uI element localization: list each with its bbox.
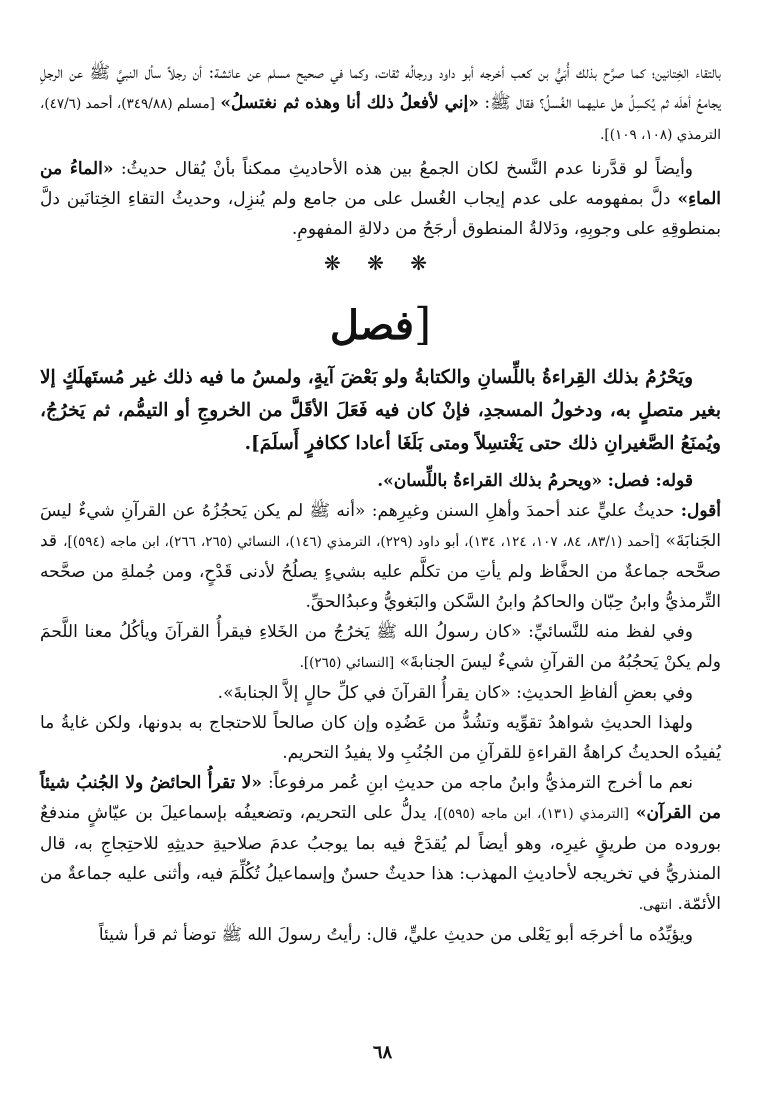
hadith-quote: «كان يقرأُ القرآنَ في كلِّ حالٍ إلاَّ الجنابةَ». xyxy=(217,683,511,703)
citation: [مسلم (٣٤٩/٨٨)، أحمد (٤٧/٦)، الترمذي (١٠٨، ١٠٩)]. xyxy=(40,96,721,143)
text: نعم ما أخرج الترمذيُّ وابنُ ماجه من حديثِ ابنِ عُمر مرفوعاً: xyxy=(267,773,694,793)
citation: [أحمد (٨٣/١، ٨٤، ١٠٧، ١٢٤، ١٣٤)، أبو داود (٢٢٩)، الترمذي (١٤٦)، النسائي (٢٦٥، ٢٦٦)، ابن ماجه (٥٩٤)]، xyxy=(63,534,660,550)
paragraph-abuyala: ويؤيِّدُه ما أخرجَه أبو يَعْلى من حديثِ عليٍّ، قال: رأيتُ رسولَ الله ﷺ توضأ ثم قرأ شيئاً xyxy=(98,925,693,945)
section-divider-ornament: ❋ ❋ ❋ xyxy=(324,251,437,275)
paragraph-iltiqa xyxy=(40,58,721,150)
text: حديثُ عليٍّ عند أحمدَ وأهلِ السنن وغيرِهم: xyxy=(371,501,675,521)
text: وفي لفظ منه للنَّسائيِّ: xyxy=(528,622,693,642)
citation: [النسائي (٢٦٥)]. xyxy=(299,655,395,671)
paragraph-aqulu xyxy=(40,496,721,617)
section-heading xyxy=(40,298,721,353)
hadith-quote: «الماءُ من الماءِ» xyxy=(40,159,721,209)
text: قد صحَّحه جماعةٌ من الحفَّاظ ولم يأتِ من تكلَّم عليه بشيءٍ يصلُحُ لأدنى قَدْحٍ، ومن جُملةِ من صحَّحه التِّرمذيُّ وابنُ حِبّان والحاكمُ وابنُ السَّكن والبَغويُّ وعبدُالحقِّ. xyxy=(40,531,721,612)
paragraph-naskh xyxy=(40,154,721,244)
text: يدلُّ على التحريم، وتضعيفُه بإسماعيلَ بن عيّاشٍ مندفعٌ بوروده من طريقٍ غيرِه، وهو أيضاً لم يُقدَحْ فيه بما يوجبُ عدمَ صلاحيةِ حديثِهِ للاحتِجاجِ به، قال المنذريُّ في تخريجه لأحاديثِ المهذب: هذا حديثٌ حسنٌ وإسماعيلُ تُكُلِّمَ فيه، وأثنى عليه جماعةٌ من الأئمّة. xyxy=(40,803,721,914)
hadith-quote: «كان رسولُ الله ﷺ يَخرُجُ من الخَلاءِ فيقرأُ القرآنَ ويأكُلُ معنا اللَّحمَ ولم يكنْ يَحجُبُهُ من القرآنِ شيءٌ ليسَ الجنابةَ» xyxy=(40,622,721,672)
hadith-quote: «لا تقرأُ الحائضُ ولا الجُنبُ شيئاً من القرآن» xyxy=(40,773,721,823)
lead-word: قوله: فصل: xyxy=(607,471,693,491)
text: وفي بعضِ ألفاظِ الحديثِ: xyxy=(516,683,693,703)
hadith-quote: «أنه ﷺ لم يكن يَحجُزُهُ عن القرآنِ شيءٌ ليسَ الجَنابَةَ» xyxy=(40,501,721,551)
heading-text: فصل xyxy=(329,302,414,349)
paragraph-shawahid: ولهذا الحديثِ شواهدُ تقوِّيه وتشُدُّ من عَضُدِه وإن كان صالحاً للاحتجاج به بدونها، ولكن غايةُ ما يُفيدُه الحديثُ كراهةُ القراءةِ للقرآنِ من الجُنُبِ ولا يفيدُ التحريم. xyxy=(40,713,721,763)
citation: [الترمذي (١٣١)، ابن ماجه (٥٩٥)]، xyxy=(433,806,629,822)
text: بالتقاء الخِتانين؛ كما صرَّح بذلك أُبَيُّ بن كعب أخرجه أبو داود ورجالُه ثقات، وكما في صحيح مسلم عن عائشة: أن رجلاً سأل النبيَّ ﷺ عن الرجلِ يجامعُ أهلَه ثم يُكسِلُ هل عليهما الغُسلُ؟ فقال ﷺ: xyxy=(40,63,721,113)
quoted-matn: «ويحرمُ بذلك القراءةُ باللِّسان». xyxy=(377,471,603,491)
text: وأيضاً لو قدَّرنا عدم النَّسخ لكان الجمعُ بين هذه الأحاديثِ ممكناً بأنْ يُقال حديثُ: xyxy=(120,159,694,179)
paragraph-tirmidhi xyxy=(40,768,721,920)
page-number: ٦٨ xyxy=(372,1042,393,1063)
intaha: انتهى. xyxy=(638,897,673,913)
lead-word: أقول: xyxy=(680,501,722,521)
heading-bracket-open: [ xyxy=(413,299,432,350)
paragraph-alfaz xyxy=(40,678,721,708)
matn-text: ويَحْرُمُ بذلك القِراءةُ باللِّسانِ والكتابةُ ولو بَعْضَ آيةٍ، ولمسُ ما فيه ذلك غير مُستَهلَكٍ إلا بغير متصلٍ به، ودخولُ المسجدِ، فإنْ كان فيه فَعَلَ الأقَلَّ من الخروجِ أو التيمُّم، ثم يَخرُجُ، ويُمنَعُ الصَّغيرانِ ذلك حتى يَغْتسِلاً ومتى بَلَغَا أعادا ككافرٍ أَسلَمَ]. xyxy=(40,367,721,454)
text: دلَّ بمفهومه على عدم إيجاب الغُسل على من جامع ولم يُنزِل، وحديثُ التقاءِ الخِتانَين دلَّ بمنطوقِهِ على وجوبِهِ، ودَلالةُ المنطوق أرجَحُ من دلالةِ المفهومِ. xyxy=(40,189,721,239)
paragraph-nasai xyxy=(40,617,721,678)
paragraph-qawluh xyxy=(40,466,721,496)
hadith-quote: «إني لأفعلُ ذلك أنا وهذه ثم نغتسلُ» xyxy=(220,93,479,113)
